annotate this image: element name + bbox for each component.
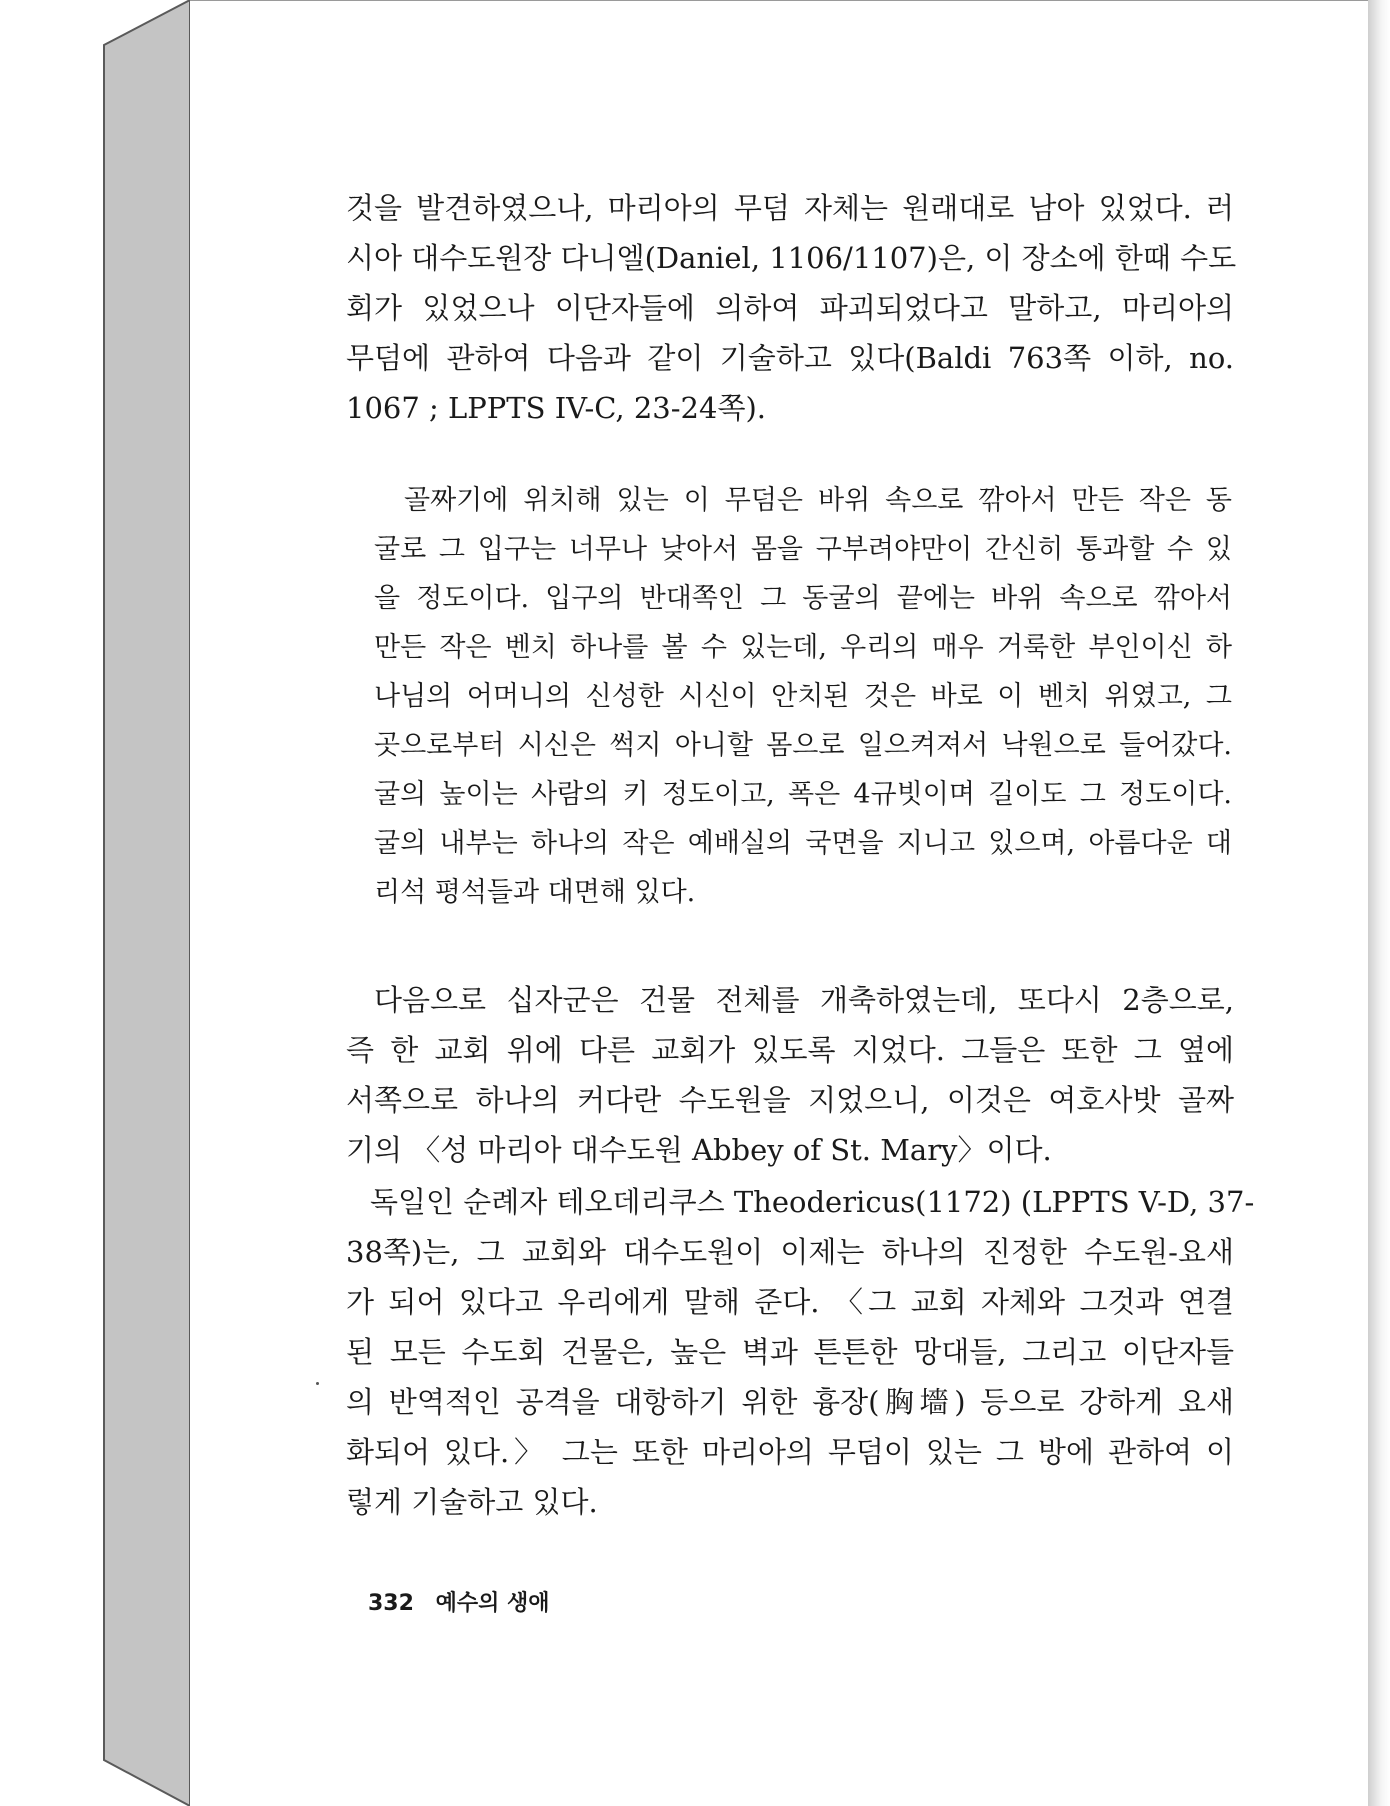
text-line: 골짜기에 위치해 있는 이 무덤은 바위 속으로 깎아서 만든 작은 동 xyxy=(404,485,1232,516)
text-line: 된 모든 수도회 건물은, 높은 벽과 튼튼한 망대들, 그리고 이단자들 xyxy=(346,1335,1234,1369)
text-line: 만든 작은 벤치 하나를 볼 수 있는데, 우리의 매우 거룩한 부인이신 하 xyxy=(374,632,1232,663)
text-line: 무덤에 관하여 다음과 같이 기술하고 있다(Baldi 763쪽 이하, no. xyxy=(346,341,1234,375)
text-line: 다음으로 십자군은 건물 전체를 개축하였는데, 또다시 2층으로, xyxy=(374,983,1234,1017)
text-line: 굴로 그 입구는 너무나 낮아서 몸을 구부려야만이 간신히 통과할 수 있 xyxy=(374,534,1232,565)
text-line: 화되어 있다.〉 그는 또한 마리아의 무덤이 있는 그 방에 관하여 이 xyxy=(346,1435,1234,1469)
text-line: 것을 발견하였으나, 마리아의 무덤 자체는 원래대로 남아 있었다. 러 xyxy=(346,191,1234,225)
scan-speck xyxy=(316,1382,319,1385)
text-line: 나님의 어머니의 신성한 시신이 안치된 것은 바로 이 벤치 위였고, 그 xyxy=(374,681,1232,712)
paragraph-1 xyxy=(346,183,1237,433)
text-line: 즉 한 교회 위에 다른 교회가 있도록 지었다. 그들은 또한 그 옆에 xyxy=(346,1033,1234,1067)
text-line: 리석 평석들과 대면해 있다. xyxy=(374,877,696,908)
block-quote xyxy=(374,476,1232,917)
text-line: 기의 〈성 마리아 대수도원 Abbey of St. Mary〉이다. xyxy=(346,1133,1052,1167)
text-line: 38쪽)는, 그 교회와 대수도원이 이제는 하나의 진정한 수도원-요새 xyxy=(346,1235,1234,1269)
paragraph-3 xyxy=(346,1177,1255,1527)
text-line: 독일인 순례자 테오데리쿠스 Theodericus(1172) (LPPTS V-D, 37- xyxy=(370,1185,1255,1219)
text-line: 1067 ; LPPTS IV-C, 23-24쪽). xyxy=(346,391,766,425)
text-line: 시아 대수도원장 다니엘(Daniel, 1106/1107)은, 이 장소에 한때 수도 xyxy=(346,241,1237,275)
paragraph-2 xyxy=(346,975,1234,1175)
page-footer xyxy=(368,1586,550,1617)
text-line: 굴의 높이는 사람의 키 정도이고, 폭은 4규빗이며 길이도 그 정도이다. xyxy=(374,779,1232,810)
text-line: 곳으로부터 시신은 썩지 아니할 몸으로 일으켜져서 낙원으로 들어갔다. xyxy=(374,730,1232,761)
text-line: 렇게 기술하고 있다. xyxy=(346,1485,598,1519)
page-edge-shadow xyxy=(1368,0,1390,1806)
text-line: 서쪽으로 하나의 커다란 수도원을 지었으니, 이것은 여호사밧 골짜 xyxy=(346,1083,1234,1117)
text-line: 굴의 내부는 하나의 작은 예배실의 국면을 지니고 있으며, 아름다운 대 xyxy=(374,828,1232,859)
text-line: 의 반역적인 공격을 대항하기 위한 흉장(胸墻) 등으로 강하게 요새 xyxy=(346,1385,1234,1419)
text-line: 을 정도이다. 입구의 반대쪽인 그 동굴의 끝에는 바위 속으로 깎아서 xyxy=(374,583,1232,614)
page-number: 332 xyxy=(368,1591,414,1616)
text-line: 가 되어 있다고 우리에게 말해 준다. 〈그 교회 자체와 그것과 연결 xyxy=(346,1285,1234,1319)
running-title: 예수의 생애 xyxy=(435,1591,550,1616)
text-line: 회가 있었으나 이단자들에 의하여 파괴되었다고 말하고, 마리아의 xyxy=(346,291,1234,325)
